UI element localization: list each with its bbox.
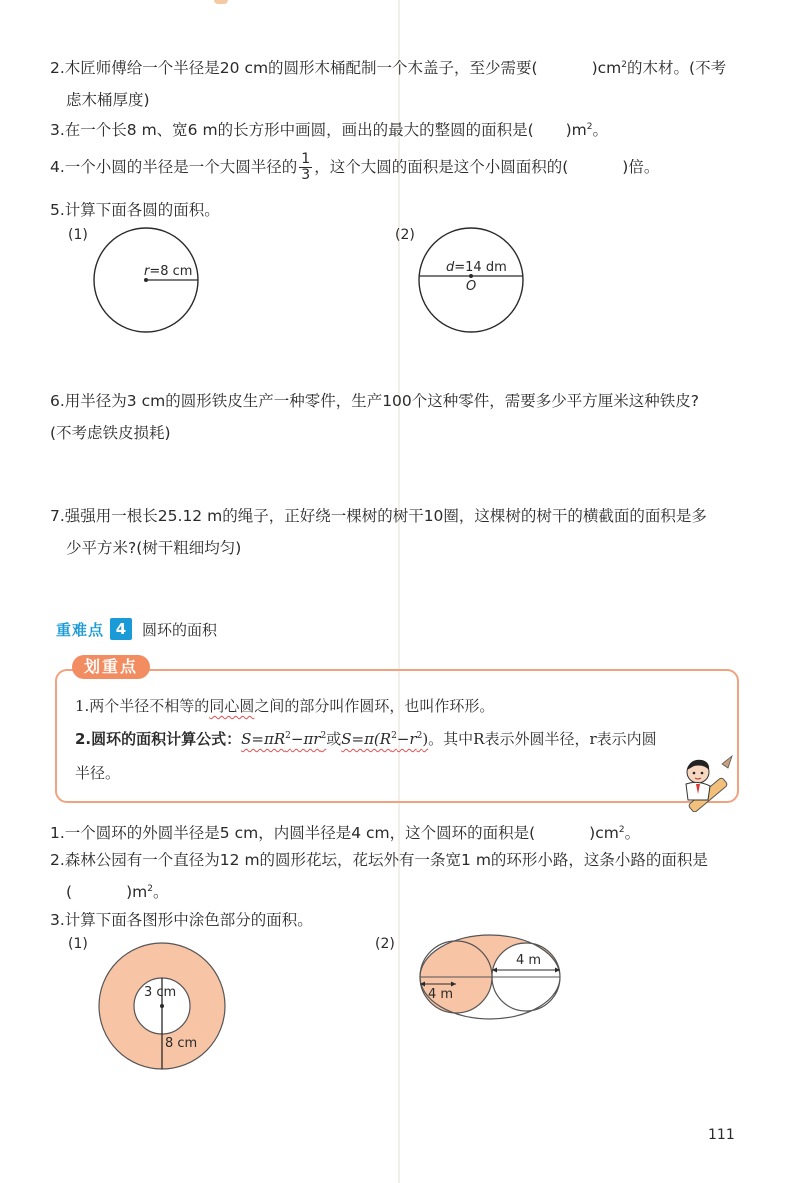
kp1-a: 1.两个半径不相等的	[75, 697, 210, 715]
q7-text: 7.强强用一根长25.12 m的绳子，正好绕一棵树的树干10圈，这棵树的树干的横截面的面积是多	[50, 507, 707, 525]
f1s: 2	[285, 731, 291, 741]
page-number: 111	[708, 1127, 735, 1143]
kp2-label: 2.圆环的面积计算公式：	[75, 730, 242, 748]
q5-sub-label-2: (2)	[395, 227, 415, 243]
q6-continuation: (不考虑铁皮损耗)	[50, 424, 171, 442]
section-header	[56, 618, 217, 640]
kp1-c: 之间的部分叫作圆环，也叫作环形。	[254, 697, 495, 715]
p3-sub-label-1: (1)	[68, 936, 88, 952]
f6: )	[422, 730, 429, 748]
f2: −πr	[290, 730, 321, 748]
q4-text: 4.一个小圆的半径是一个大圆半径的	[50, 158, 298, 176]
q6-text: 6.用半径为3 cm的圆形铁皮生产一种零件，生产100个这种零件，需要多少平方厘米这种铁皮?	[50, 392, 700, 410]
question-6	[50, 385, 755, 449]
center-dot	[160, 1004, 164, 1008]
practice-2	[50, 844, 755, 908]
keypoint-line-1	[75, 691, 725, 721]
kp2-tail: 。其中R表示外圆半径，r表示内圆	[428, 730, 657, 748]
f3: 或	[326, 730, 342, 748]
p2-sup: 2	[147, 884, 153, 894]
keypoint-tag: 划重点	[72, 655, 150, 679]
top-mark	[214, 0, 228, 4]
question-2	[50, 52, 755, 116]
p1-unit: )cm	[589, 824, 619, 842]
annulus-figure	[96, 940, 228, 1072]
p2-text: 2.森林公园有一个直径为12 m的圆形花坛，花坛外有一条宽1 m的环形小路，这条小路的面积是	[50, 851, 708, 869]
question-4	[50, 151, 755, 183]
question-7	[50, 500, 755, 564]
q3-tail: 。	[592, 121, 609, 139]
fraction-numerator: 1	[301, 151, 311, 167]
p2-tail: 。	[152, 883, 169, 901]
fraction	[299, 152, 312, 183]
s-curve-figure	[410, 932, 562, 1032]
f2s: 2	[320, 731, 327, 741]
q2-text: 2.木匠师傅给一个半径是20 cm的圆形木桶配制一个木盖子，至少需要(	[50, 59, 538, 77]
f4s: 2	[391, 731, 397, 741]
p2-unit: )m	[126, 883, 148, 901]
q2-unit: )cm	[591, 59, 622, 77]
q4-tail: )倍。	[622, 158, 660, 176]
keypoint-line-2	[75, 724, 725, 754]
q5-text: 5.计算下面各圆的面积。	[50, 201, 220, 219]
fraction-denominator: 3	[301, 167, 311, 183]
kp1-highlight: 同心圆	[209, 697, 255, 715]
p1-tail: 。	[624, 824, 641, 842]
left-dim-label: 4 m	[428, 987, 454, 1002]
formula-2	[341, 730, 428, 748]
section-number: 4	[110, 618, 132, 640]
q2-continuation: 虑木桶厚度)	[66, 91, 150, 109]
mascot-pencil-icon	[672, 750, 734, 812]
q5-sub-label-1: (1)	[68, 227, 88, 243]
question-3	[50, 114, 755, 146]
q2-tail: 的木材。(不考	[627, 59, 727, 77]
q3-text: 3.在一个长8 m、宽6 m的长方形中画圆，画出的最大的整圆的面积是(	[50, 121, 534, 139]
right-dim-label: 4 m	[516, 953, 542, 968]
outer-radius-label: 8 cm	[165, 1036, 198, 1051]
practice-3	[50, 904, 755, 936]
f5s: 2	[416, 731, 423, 741]
q2-sup: 2	[621, 60, 628, 70]
center-label: O	[466, 279, 477, 294]
p1-text: 1.一个圆环的外圆半径是5 cm，内圆半径是4 cm，这个圆环的面积是(	[50, 824, 536, 842]
circle-figure-radius	[90, 224, 202, 336]
f1: S=πR	[241, 730, 286, 748]
p3-text: 3.计算下面各图形中涂色部分的面积。	[50, 911, 313, 929]
f4: S=π(R	[341, 730, 392, 748]
q3-unit: )m	[565, 121, 587, 139]
p2-open: (	[66, 883, 73, 901]
f5: −r	[396, 730, 417, 748]
q3-sup: 2	[586, 122, 593, 132]
radius-label: r=8 cm	[144, 264, 193, 279]
q4-text-2: ，这个大圆的面积是这个小圆面积的(	[314, 158, 569, 176]
inner-radius-label: 3 cm	[144, 985, 177, 1000]
question-5	[50, 194, 755, 226]
keypoint-line-3: 半径。	[75, 764, 121, 782]
circle-figure-diameter	[415, 224, 527, 336]
p1-sup: 2	[618, 825, 625, 835]
section-title: 圆环的面积	[142, 620, 218, 639]
q7-continuation: 少平方米?(树干粗细均匀)	[66, 539, 242, 557]
diameter-label: d=14 dm	[446, 260, 507, 275]
formula-1	[241, 730, 326, 748]
section-label: 重难点	[56, 620, 105, 639]
p3-sub-label-2: (2)	[375, 936, 395, 952]
